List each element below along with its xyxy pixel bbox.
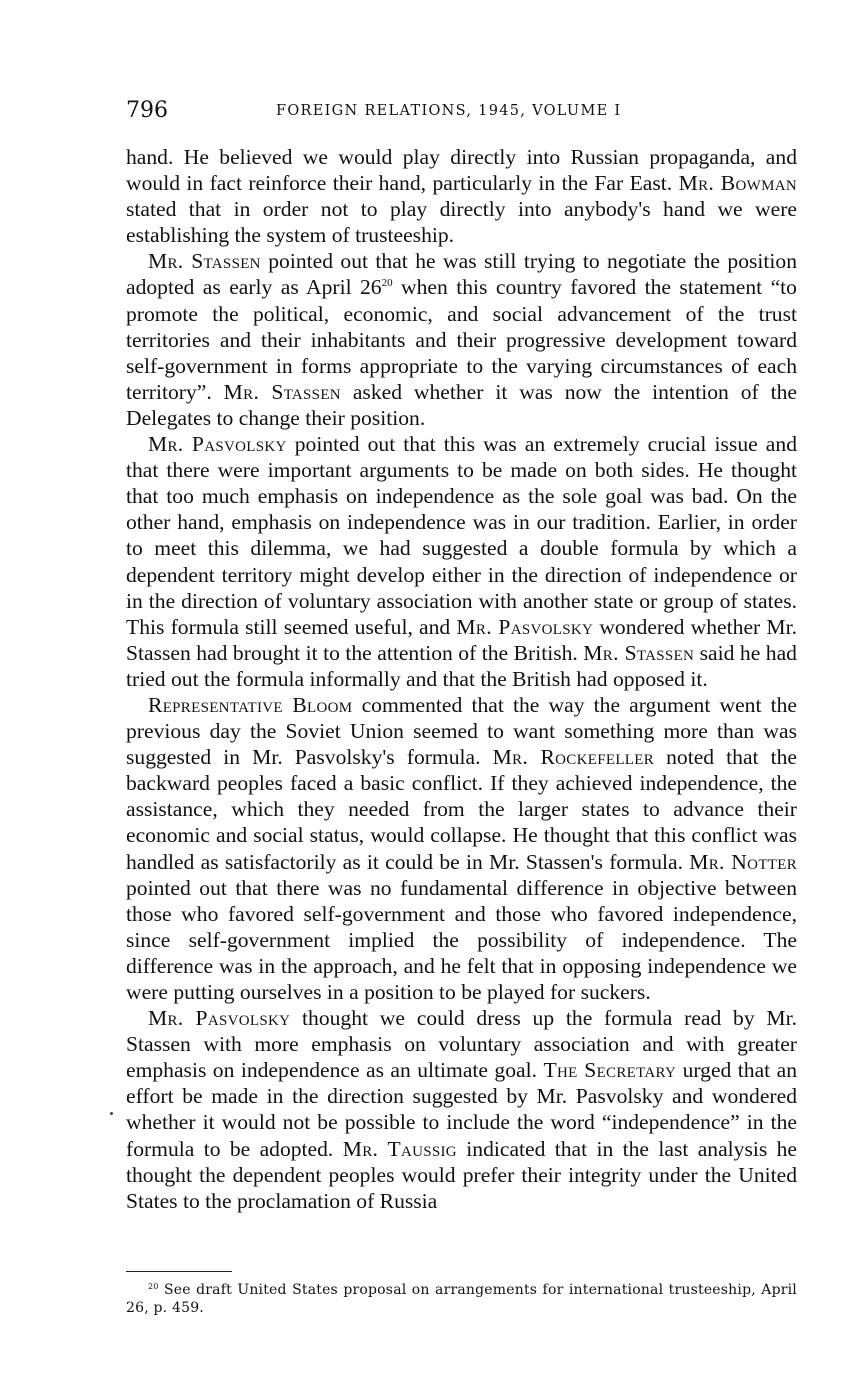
footnote-text: See draft United States proposal on arrangements for international trusteeship, April 26, p. 459. — [126, 1282, 797, 1316]
text-run: urged that an effort be made in the direction suggested by Mr. Pasvolsky and wondered whether it would not be possible to include the word “independence” in the formula to be adopted. — [126, 1058, 798, 1161]
text-run: pointed out that he was still trying to negotiate the position adopted as early as April 26 — [126, 249, 797, 300]
speaker-name: Representative Bloom — [148, 692, 353, 717]
paragraph-2 — [126, 248, 797, 431]
text-run: thought we could dress up the formula read by Mr. Stassen with more emphasis on voluntary association and with greater emphasis on independence as an ultimate goal. — [126, 1006, 797, 1083]
text-run: pointed out that this was an extremely crucial issue and that there were important arguments to be made on both sides. He thought that too much emphasis on independence as the sole goal was bad. On the other hand, emphasis on independence was in our tradition. Earlier, in order to meet this dilemma, we had suggested a double formula by which a dependent territory might develop either in the direction of independence or in the direction of voluntary association with another state or group of states. This formula still seemed useful, and — [126, 432, 797, 639]
speaker-name: Mr. Pasvolsky — [148, 432, 287, 457]
speaker-name: Mr. Pasvolsky — [456, 614, 594, 639]
speaker-name: Mr. Rockefeller — [492, 745, 655, 770]
footnote-number: 20 — [148, 1282, 159, 1291]
speaker-name: Mr. Stassen — [223, 379, 341, 404]
paragraph-1 — [126, 144, 797, 248]
paragraph-4 — [126, 692, 797, 1005]
speaker-name: Mr. Notter — [689, 849, 798, 874]
text-run: hand. He believed we would play directly into Russian propaganda, and would in fact reinforce their hand, particularly in the Far East. — [126, 145, 797, 196]
speaker-name: Mr. Stassen — [148, 249, 261, 274]
page-number: 796 — [126, 98, 168, 123]
page-header — [126, 98, 797, 126]
running-head: FOREIGN RELATIONS, 1945, VOLUME I — [276, 103, 622, 119]
speaker-name: Mr. Bowman — [678, 171, 797, 196]
margin-mark — [110, 1112, 113, 1115]
text-run: wondered whether Mr. Stassen had brought it to the attention of the British. — [126, 614, 798, 665]
text-run: asked whether it was now the intention of the Delegates to change their position. — [126, 379, 797, 430]
text-run: pointed out that there was no fundamental difference in objective between those who favored self-government and those who favored independence, since self-government implied the possibility of independence. The difference was in the approach, and he felt that in opposing independence we were putting ourselves in a position to be played for suckers. — [126, 875, 797, 1004]
text-run: indicated that in the last analysis he thought the dependent peoples would prefer their integrity under the United States to the proclamation of Russia — [126, 1136, 797, 1213]
paragraph-5 — [126, 1005, 797, 1214]
text-run: noted that the backward peoples faced a basic conflict. If they achieved independence, the assistance, which they needed from the larger states to advance their economic and social status, would collapse. He thought that this conflict was handled as satisfactorily as it could be in Mr. Stassen's formula. — [126, 745, 797, 874]
footnote — [126, 1281, 797, 1317]
paragraph-3 — [126, 431, 797, 692]
speaker-name: Mr. Taussig — [342, 1136, 457, 1161]
text-run: said he had tried out the formula informally and that the British had opposed it. — [126, 640, 797, 691]
text-run: stated that in order not to play directly into anybody's hand we were establishing the system of trusteeship. — [126, 197, 797, 248]
text-run: commented that the way the argument went the previous day the Soviet Union seemed to want something more than was suggested in Mr. Pasvolsky's formula. — [126, 692, 797, 770]
footnote-divider — [126, 1271, 232, 1272]
speaker-name: Mr. Pasvolsky — [148, 1006, 291, 1031]
speaker-name: The Secretary — [543, 1058, 677, 1083]
text-run: when this country favored the statement “to promote the political, economic, and social advancement of the trust territories and their inhabitants and their progressive development toward self-government in forms appropriate to the varying circumstances of each territory”. — [126, 275, 797, 404]
footnote-reference[interactable]: 20 — [381, 277, 393, 290]
body-text — [126, 144, 797, 1214]
speaker-name: Mr. Stassen — [583, 640, 695, 665]
